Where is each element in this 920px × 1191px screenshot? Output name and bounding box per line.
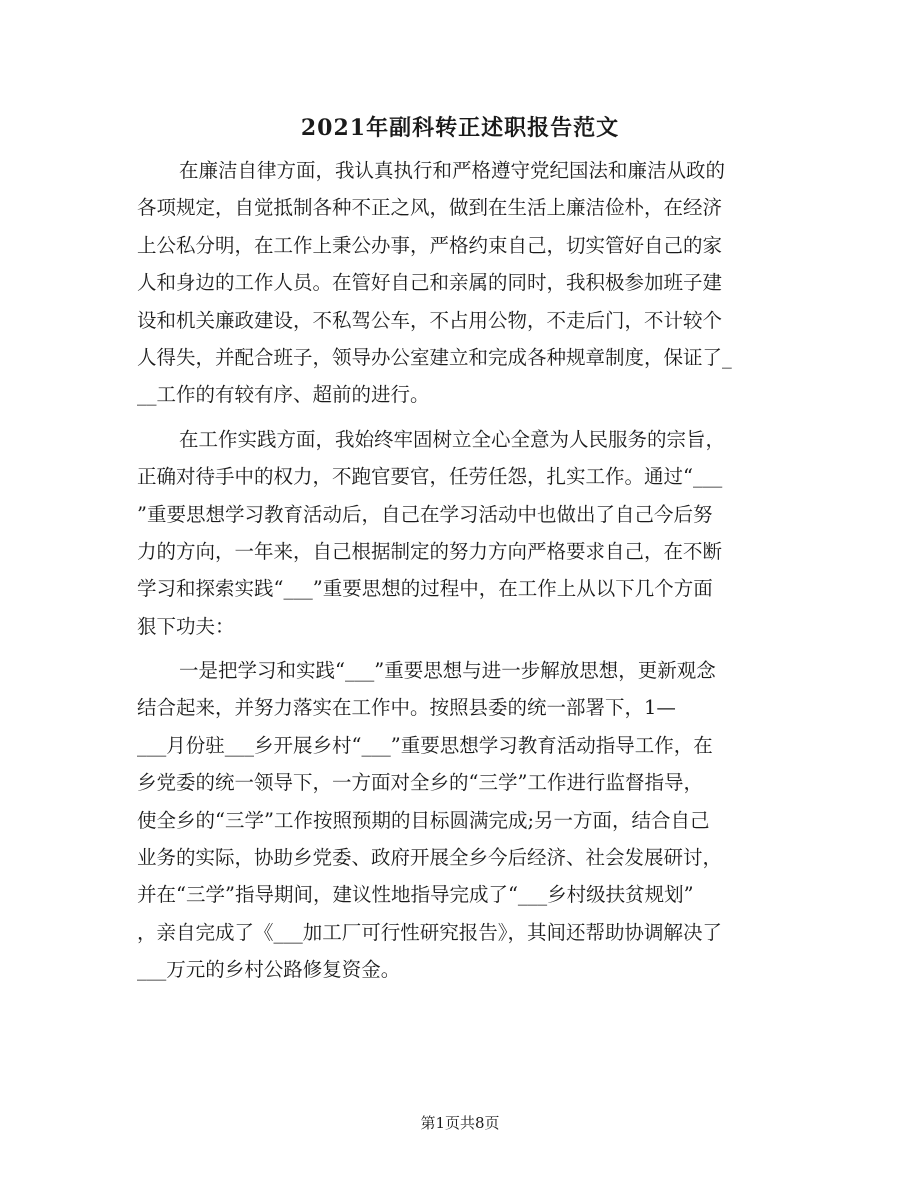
text-line: 并在“三学”指导期间，建议性地指导完成了“___乡村级扶贫规划” (137, 883, 694, 907)
text-line: 在廉洁自律方面，我认真执行和严格遵守党纪国法和廉洁从政的 (179, 159, 726, 182)
text-line: ”重要思想学习教育活动后，自己在学习活动中也做出了自己今后努 (137, 502, 713, 526)
text-line: 各项规定，自觉抵制各种不正之风，做到在生活上廉洁俭朴，在经济 (137, 196, 723, 220)
text-line: 学习和探索实践“___”重要思想的过程中，在工作上从以下几个方面 (137, 577, 713, 601)
text-line: 力的方向，一年来，自己根据制定的努力方向严格要求自己，在不断 (137, 539, 723, 563)
text-line: 乡党委的统一领导下，一方面对全乡的“三学”工作进行监督指导， (137, 771, 703, 795)
text-line: ，亲自完成了《___加工厂可行性研究报告》，其间还帮助协调解决了 (137, 920, 723, 944)
document-title: 2021年副科转正述职报告范文 (300, 115, 620, 141)
text-line: 设和机关廉政建设，不私驾公车，不占用公物，不走后门，不计较个 (137, 308, 723, 332)
page-number-footer: 第1页共8页 (420, 1114, 500, 1132)
paragraph-work-practice (137, 421, 787, 645)
text-line: ___万元的乡村公路修复资金。 (137, 958, 401, 982)
text-line: 一是把学习和实践“___”重要思想与进一步解放思想，更新观念 (179, 659, 716, 683)
text-line: __工作的有较有序、超前的进行。 (137, 383, 430, 407)
paragraph-integrity (137, 152, 787, 414)
text-line: 结合起来，并努力落实在工作中。按照县委的统一部署下，1— (137, 696, 676, 720)
text-line: ___月份驻___乡开展乡村“___”重要思想学习教育活动指导工作，在 (137, 733, 713, 757)
text-line: 业务的实际，协助乡党委、政府开展全乡今后经济、社会发展研讨， (137, 846, 723, 870)
text-line: 正确对待手中的权力，不跑官要官，任劳任怨，扎实工作。通过“___ (137, 465, 723, 489)
text-line: 在工作实践方面，我始终牢固树立全心全意为人民服务的宗旨， (179, 427, 726, 451)
text-line: 人得失，并配合班子，领导办公室建立和完成各种规章制度，保证了_ (137, 345, 732, 369)
text-line: 狠下功夫： (137, 614, 235, 638)
text-line: 人和身边的工作人员。在管好自己和亲属的同时，我积极参加班子建 (137, 271, 723, 295)
paragraph-first-point (137, 652, 787, 989)
document-body (137, 152, 787, 996)
text-line: 使全乡的“三学”工作按照预期的目标圆满完成;另一方面，结合自己 (137, 808, 710, 832)
text-line: 上公私分明，在工作上秉公办事，严格约束自己，切实管好自己的家 (137, 233, 723, 257)
